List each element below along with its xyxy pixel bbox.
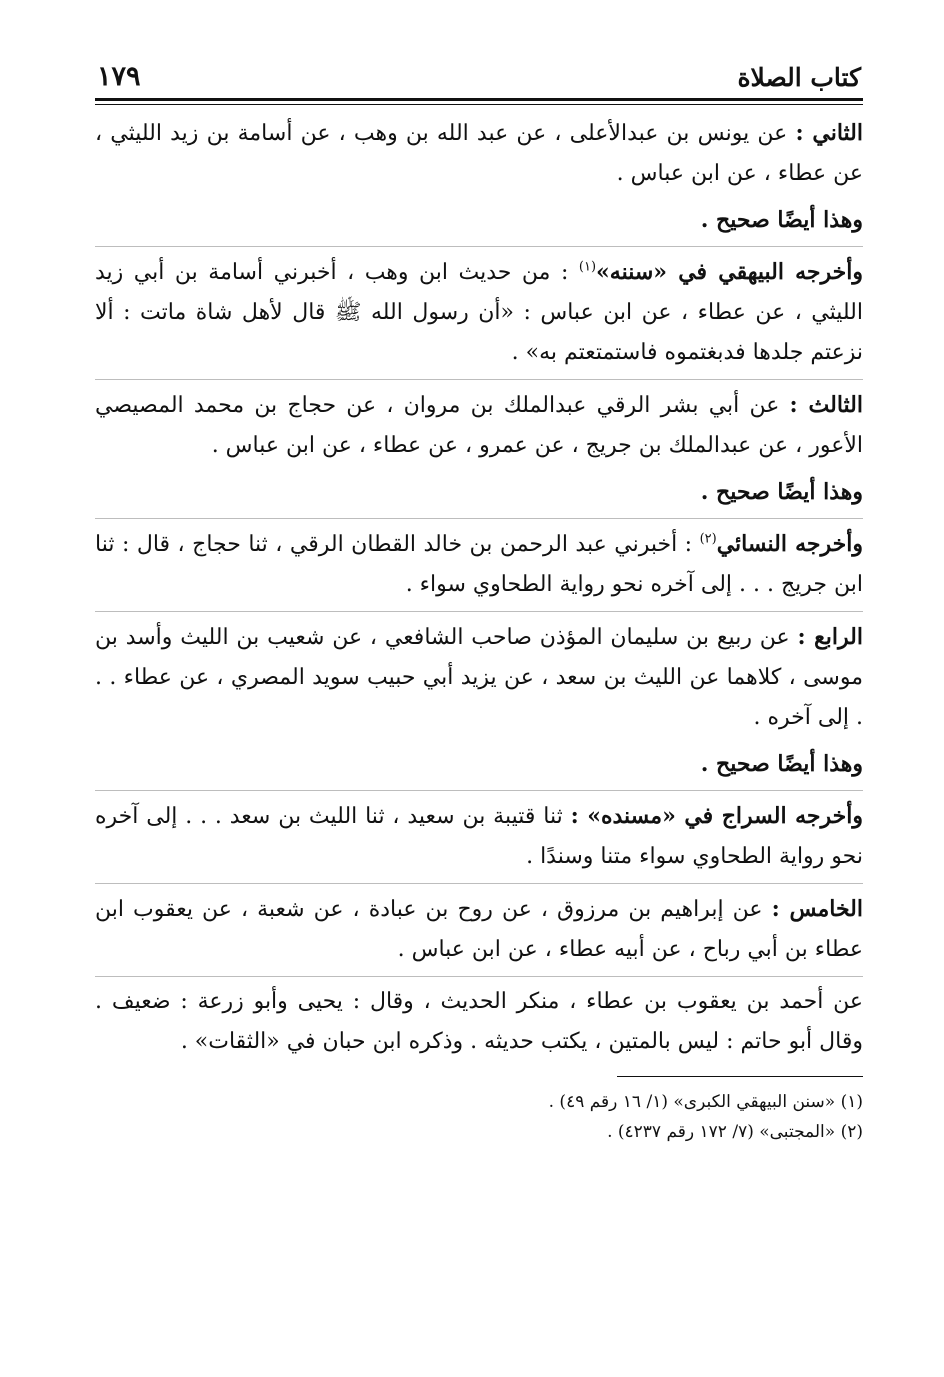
paragraph-text: عن إبراهيم بن مرزوق ، عن روح بن عبادة ، عن شعبة ، عن يعقوب ابن عطاء بن أبي رباح ، عن أبيه عطاء ، عن ابن عباس .	[95, 897, 863, 962]
paragraph-grading	[95, 472, 863, 512]
paragraph-narrator-note	[95, 976, 863, 1062]
paragraph-fourth-chain	[95, 611, 863, 738]
header-rule-thin	[95, 104, 863, 105]
footnote-ref[interactable]: (١)	[578, 259, 597, 275]
page-number: ١٧٩	[97, 61, 141, 92]
paragraph-text: وهذا أيضًا صحيح .	[700, 479, 863, 505]
running-title: كتاب الصلاة	[737, 63, 861, 92]
paragraph-lead: وأخرجه البيهقي في «سننه»	[596, 259, 863, 285]
paragraph-lead: وأخرجه السراج في «مسنده» :	[570, 803, 863, 829]
paragraph-lead: الرابع :	[797, 624, 863, 650]
paragraph-fifth-chain	[95, 883, 863, 970]
paragraph-sarraj	[95, 790, 863, 877]
paragraph-lead: وأخرجه النسائي	[716, 531, 863, 557]
paragraph-text: عن ربيع بن سليمان المؤذن صاحب الشافعي ، عن شعيب بن الليث وأسد بن موسى ، كلاهما عن الليث بن سعد ، عن يزيد أبي حبيب سويد المصري ، عن عطاء . . . إلى آخره .	[95, 625, 863, 730]
paragraph-grading	[95, 200, 863, 240]
paragraph-lead: الثالث :	[789, 392, 863, 418]
paragraph-lead: الثاني :	[795, 120, 863, 146]
footnote-ref[interactable]: (٢)	[699, 531, 717, 547]
footnotes	[95, 1087, 863, 1147]
paragraph-grading	[95, 744, 863, 784]
paragraph-text: عن يونس بن عبدالأعلى ، عن عبد الله بن وهب ، عن أسامة بن زيد الليثي ، عن عطاء ، عن ابن عباس .	[95, 121, 863, 186]
book-page	[95, 50, 863, 1147]
footnote-separator	[617, 1076, 863, 1077]
paragraph-bayhaqi	[95, 246, 863, 373]
paragraph-text: : من حديث ابن وهب ، أخبرني أسامة بن أبي زيد الليثي ، عن عطاء ، عن ابن عباس : «أن رسول الله ﷺ قال لأهل شاة ماتت : ألا نزعتم جلدها فدبغتموه فاستمتعتم به» .	[95, 260, 863, 365]
page-header	[95, 50, 863, 92]
paragraph-second-chain	[95, 113, 863, 194]
paragraph-text: وهذا أيضًا صحيح .	[700, 751, 863, 777]
header-rule-thick	[95, 98, 863, 101]
paragraph-lead: الخامس :	[771, 896, 863, 922]
footnote-2: (٢) «المجتبى» (٧/ ١٧٢ رقم ٤٢٣٧) .	[607, 1122, 863, 1142]
paragraph-text: : أخبرني عبد الرحمن بن خالد القطان الرقي ، ثنا حجاج ، قال : ثنا ابن جريج . . . إلى آخره نحو رواية الطحاوي سواء .	[95, 532, 863, 597]
paragraph-text: ثنا قتيبة بن سعيد ، ثنا الليث بن سعد . . . إلى آخره نحو رواية الطحاوي سواء متنا وسندًا .	[95, 804, 863, 869]
paragraph-nasai	[95, 518, 863, 605]
paragraph-text: عن أحمد بن يعقوب بن عطاء ، منكر الحديث ، وقال : يحيى وأبو زرعة : ضعيف . وقال أبو حاتم : ليس بالمتين ، يكتب حديثه . وذكره ابن حبان في «الثقات» .	[95, 989, 863, 1054]
body-text	[95, 113, 863, 1062]
paragraph-third-chain	[95, 379, 863, 466]
paragraph-text: وهذا أيضًا صحيح .	[700, 207, 863, 233]
footnote-1: (١) «سنن البيهقي الكبرى» (١/ ١٦ رقم ٤٩) .	[548, 1092, 863, 1112]
paragraph-text: عن أبي بشر الرقي عبدالملك بن مروان ، عن حجاج بن محمد المصيصي الأعور ، عن عبدالملك بن جريج ، عن عمرو ، عن عطاء ، عن ابن عباس .	[95, 393, 863, 458]
